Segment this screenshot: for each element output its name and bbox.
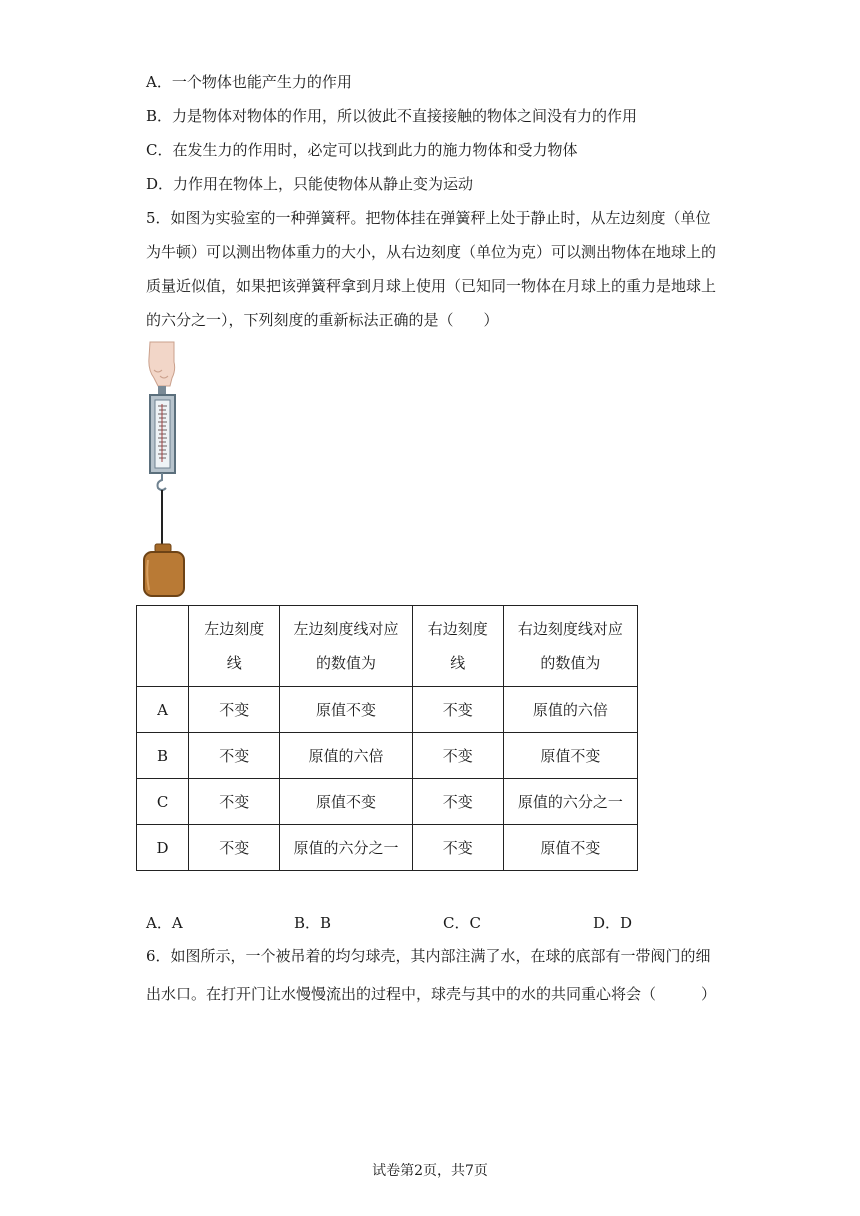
table-cell: B bbox=[137, 733, 189, 779]
table-header-cell: 左边刻度 线 bbox=[189, 606, 280, 687]
table-row bbox=[137, 687, 638, 733]
table-cell: 不变 bbox=[412, 825, 503, 871]
table-cell: A bbox=[137, 687, 189, 733]
table-cell: 不变 bbox=[412, 687, 503, 733]
table-header-row bbox=[137, 606, 638, 687]
weight-icon bbox=[144, 544, 184, 596]
answer-choice-d: D．D bbox=[593, 914, 633, 932]
table-cell: C bbox=[137, 779, 189, 825]
table-cell: 不变 bbox=[189, 779, 280, 825]
table-header-cell: 右边刻度线对应 的数值为 bbox=[503, 606, 637, 687]
hand-icon bbox=[149, 342, 175, 386]
answer-choices bbox=[146, 912, 706, 932]
table-cell: 不变 bbox=[412, 733, 503, 779]
question-5-line-3: 质量近似值，如果把该弹簧秤拿到月球上使用（已知同一物体在月球上的重力是地球上 bbox=[146, 277, 717, 295]
table-cell: 不变 bbox=[412, 779, 503, 825]
question-5-line-2: 为牛顿）可以测出物体重力的大小，从右边刻度（单位为克）可以测出物体在地球上的 bbox=[146, 243, 717, 261]
table-cell: D bbox=[137, 825, 189, 871]
table-row bbox=[137, 733, 638, 779]
table-row bbox=[137, 779, 638, 825]
table-cell: 不变 bbox=[189, 733, 280, 779]
question-6-line-1: 6．如图所示，一个被吊着的均匀球壳，其内部注满了水，在球的底部有一带阀门的细 bbox=[146, 947, 711, 965]
spring-scale-figure bbox=[140, 340, 190, 602]
table-cell: 原值的六倍 bbox=[503, 687, 637, 733]
option-c: C．在发生力的作用时，必定可以找到此力的施力物体和受力物体 bbox=[146, 141, 578, 159]
page-footer: 试卷第2页，共7页 bbox=[372, 1163, 488, 1179]
table-cell: 不变 bbox=[189, 687, 280, 733]
table-header-cell: 左边刻度线对应 的数值为 bbox=[280, 606, 412, 687]
table-cell: 原值的六分之一 bbox=[280, 825, 412, 871]
table-cell: 原值的六倍 bbox=[280, 733, 412, 779]
options-table bbox=[136, 605, 638, 871]
table-header-cell bbox=[137, 606, 189, 687]
table-cell: 不变 bbox=[189, 825, 280, 871]
option-a: A．一个物体也能产生力的作用 bbox=[146, 73, 352, 91]
option-b: B．力是物体对物体的作用，所以彼此不直接接触的物体之间没有力的作用 bbox=[146, 107, 638, 125]
scale-hook bbox=[158, 473, 167, 490]
table-header-cell: 右边刻度 线 bbox=[412, 606, 503, 687]
question-6-line-2: 出水口。在打开门让水慢慢流出的过程中，球壳与其中的水的共同重心将会（ ） bbox=[146, 985, 717, 1003]
table-cell: 原值不变 bbox=[503, 733, 637, 779]
answer-choice-c: C．C bbox=[443, 914, 481, 932]
question-5-line-1: 5．如图为实验室的一种弹簧秤。把物体挂在弹簧秤上处于静止时，从左边刻度（单位 bbox=[146, 209, 711, 227]
table-cell: 原值的六分之一 bbox=[503, 779, 637, 825]
answer-choice-a: A．A bbox=[146, 914, 183, 932]
question-5-line-4: 的六分之一），下列刻度的重新标法正确的是（ ） bbox=[146, 311, 499, 329]
table-cell: 原值不变 bbox=[280, 779, 412, 825]
table-row bbox=[137, 825, 638, 871]
answer-choice-b: B．B bbox=[294, 914, 332, 932]
option-d: D．力作用在物体上，只能使物体从静止变为运动 bbox=[146, 175, 474, 193]
table-cell: 原值不变 bbox=[503, 825, 637, 871]
table-cell: 原值不变 bbox=[280, 687, 412, 733]
